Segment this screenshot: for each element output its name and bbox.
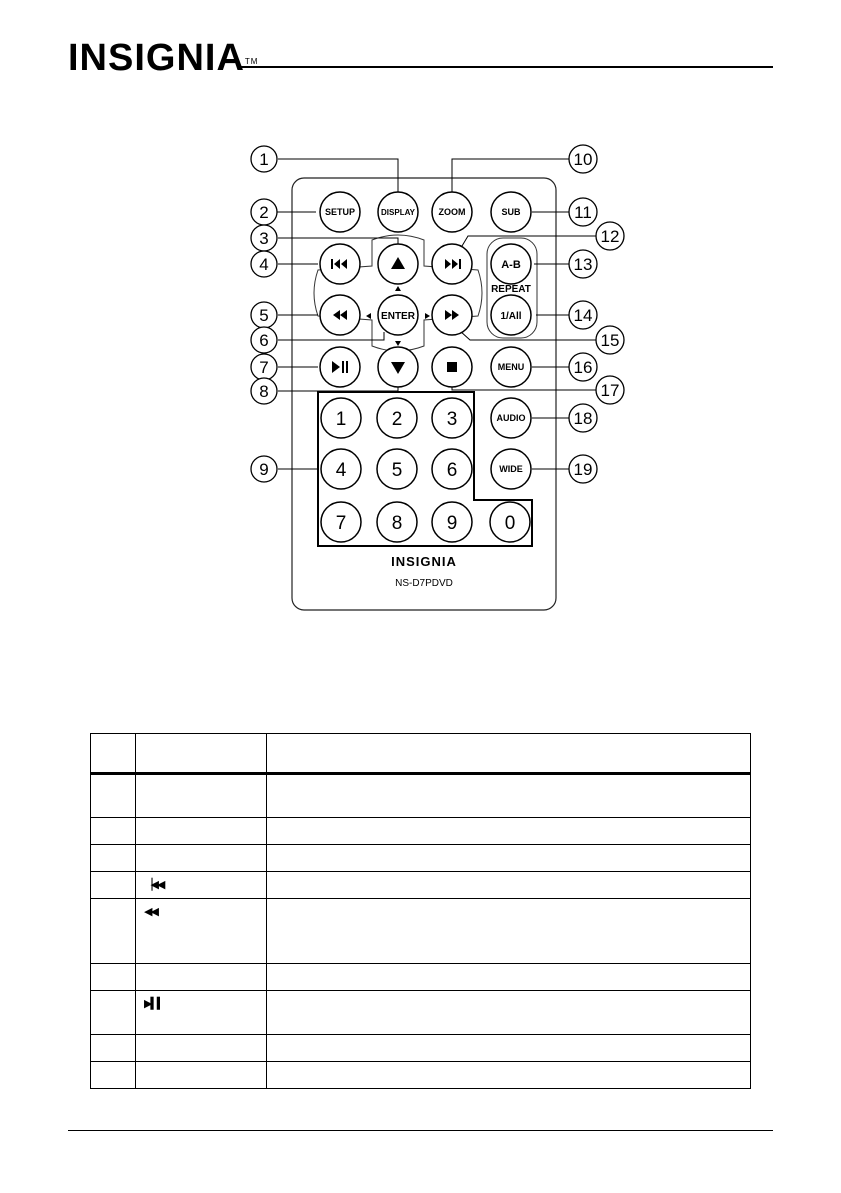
digit-button-7[interactable] xyxy=(321,502,361,542)
digit-button-2[interactable] xyxy=(377,398,417,438)
remote-brand: INSIGNIA xyxy=(391,554,457,569)
callout-12 xyxy=(596,222,624,250)
svg-text:9: 9 xyxy=(446,513,458,534)
table-row xyxy=(91,872,751,899)
skip-back-icon: ▕◀◀ xyxy=(144,879,164,891)
svg-text:ENTER: ENTER xyxy=(381,311,415,322)
callout-2 xyxy=(251,199,277,225)
table-row xyxy=(91,991,751,1035)
callout-17 xyxy=(596,376,624,404)
skip-forward-button[interactable] xyxy=(432,244,472,284)
audio-button[interactable] xyxy=(491,398,531,438)
up-button[interactable] xyxy=(378,244,418,284)
digit-button-9[interactable] xyxy=(432,502,472,542)
table-row xyxy=(91,964,751,991)
svg-text:9: 9 xyxy=(259,460,269,479)
menu-button[interactable] xyxy=(491,347,531,387)
callout-7 xyxy=(251,354,277,380)
svg-text:WIDE: WIDE xyxy=(499,464,523,474)
svg-text:12: 12 xyxy=(600,227,620,246)
callout-10 xyxy=(569,145,597,173)
callout-9 xyxy=(251,456,277,482)
callout-19 xyxy=(569,455,597,483)
svg-text:16: 16 xyxy=(573,358,593,377)
display-button[interactable] xyxy=(378,192,418,232)
skip-back-button[interactable] xyxy=(320,244,360,284)
remote-model: NS-D7PDVD xyxy=(395,578,453,589)
svg-text:14: 14 xyxy=(573,306,593,325)
rewind-button[interactable] xyxy=(320,295,360,335)
enter-button[interactable] xyxy=(378,295,418,335)
digit-button-3[interactable] xyxy=(432,398,472,438)
svg-text:17: 17 xyxy=(600,381,620,400)
repeat-label: REPEAT xyxy=(491,284,531,295)
svg-text:1: 1 xyxy=(259,150,269,169)
callout-14 xyxy=(569,301,597,329)
setup-button[interactable] xyxy=(320,192,360,232)
svg-text:1: 1 xyxy=(335,409,347,430)
svg-text:4: 4 xyxy=(259,255,269,274)
svg-text:8: 8 xyxy=(391,513,403,534)
callout-4 xyxy=(251,251,277,277)
rewind-icon: ◀◀ xyxy=(144,906,157,918)
svg-text:15: 15 xyxy=(600,331,620,350)
svg-text:1/All: 1/All xyxy=(500,311,522,322)
svg-text:DISPLAY: DISPLAY xyxy=(381,208,415,217)
svg-text:SUB: SUB xyxy=(501,207,521,217)
svg-text:5: 5 xyxy=(391,460,403,481)
callout-18 xyxy=(569,404,597,432)
svg-text:7: 7 xyxy=(335,513,347,534)
table-row xyxy=(91,818,751,845)
digit-button-4[interactable] xyxy=(321,449,361,489)
svg-text:11: 11 xyxy=(574,203,592,222)
svg-text:SETUP: SETUP xyxy=(324,207,356,217)
svg-text:7: 7 xyxy=(259,358,269,377)
svg-text:MENU: MENU xyxy=(497,362,525,372)
svg-text:10: 10 xyxy=(573,150,593,169)
callout-11 xyxy=(569,198,597,226)
svg-text:5: 5 xyxy=(259,306,269,325)
footer-rule xyxy=(68,1130,773,1131)
play-pause-button[interactable] xyxy=(320,347,360,387)
digit-button-5[interactable] xyxy=(377,449,417,489)
svg-text:2: 2 xyxy=(391,409,403,430)
wide-button[interactable] xyxy=(491,449,531,489)
stop-icon xyxy=(447,362,457,372)
callout-3 xyxy=(251,225,277,251)
button-table xyxy=(90,733,751,1089)
svg-text:AUDIO: AUDIO xyxy=(496,413,526,423)
svg-text:0: 0 xyxy=(504,513,516,534)
table-row xyxy=(91,899,751,964)
svg-text:ZOOM: ZOOM xyxy=(438,207,466,217)
one-all-button[interactable] xyxy=(491,295,531,335)
callout-16 xyxy=(569,353,597,381)
svg-text:4: 4 xyxy=(335,460,347,481)
callout-13 xyxy=(569,250,597,278)
table-row xyxy=(91,845,751,872)
digit-button-1[interactable] xyxy=(321,398,361,438)
insignia-logo: INSIGNIA™ xyxy=(68,37,259,79)
svg-text:6: 6 xyxy=(259,331,269,350)
digit-button-0[interactable] xyxy=(490,502,530,542)
ab-button[interactable] xyxy=(491,244,531,284)
callout-5 xyxy=(251,302,277,328)
zoom-button[interactable] xyxy=(432,192,472,232)
down-button[interactable] xyxy=(378,347,418,387)
callout-8 xyxy=(251,378,277,404)
digit-button-8[interactable] xyxy=(377,502,417,542)
callout-15 xyxy=(596,326,624,354)
callout-1 xyxy=(251,146,277,172)
digit-button-6[interactable] xyxy=(432,449,472,489)
table-header-row xyxy=(91,734,751,774)
play-pause-icon: ▶▍▍ xyxy=(144,998,164,1010)
svg-text:2: 2 xyxy=(259,203,269,222)
svg-text:8: 8 xyxy=(259,382,269,401)
svg-text:3: 3 xyxy=(446,409,458,430)
svg-text:13: 13 xyxy=(573,255,593,274)
table-row xyxy=(91,1062,751,1089)
svg-text:A-B: A-B xyxy=(501,259,521,271)
svg-text:3: 3 xyxy=(259,229,269,248)
table-row xyxy=(91,774,751,818)
table-row xyxy=(91,1035,751,1062)
stop-button[interactable] xyxy=(432,347,472,387)
svg-text:19: 19 xyxy=(573,460,593,479)
callout-6 xyxy=(251,327,277,353)
svg-text:6: 6 xyxy=(446,460,458,481)
fast-forward-button[interactable] xyxy=(432,295,472,335)
svg-text:18: 18 xyxy=(573,409,593,428)
sub-button[interactable] xyxy=(491,192,531,232)
